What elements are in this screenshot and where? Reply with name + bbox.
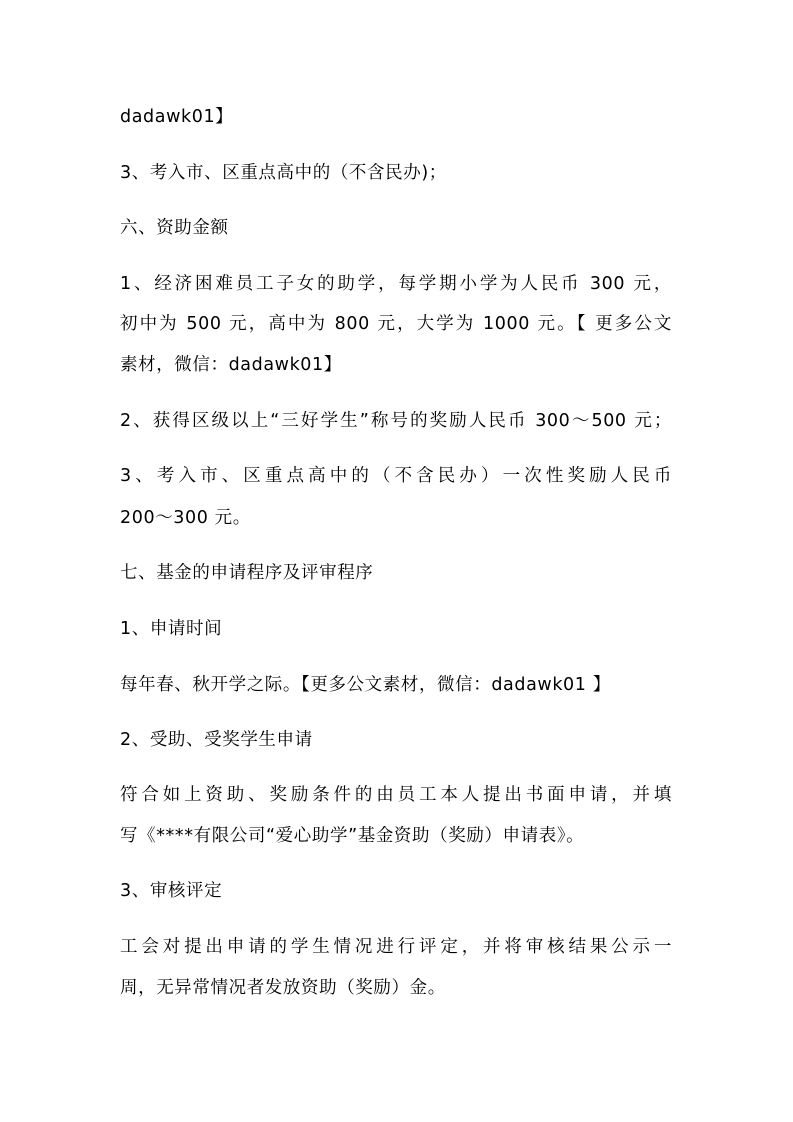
section-heading: 六、资助金额: [120, 218, 229, 238]
text-line: 2、获得区级以上“三好学生”称号的奖励人民币 300～500 元；: [120, 411, 672, 431]
text-line: 周，无异常情况者发放资助（奖励）金。: [120, 978, 446, 998]
text-line: 每年春、秋开学之际。【更多公文素材，微信：dadawk01 】: [120, 675, 611, 695]
text-line: 工会对提出申请的学生情况进行评定，并将审核结果公示一: [120, 937, 672, 957]
text-line: 符合如上资助、奖励条件的由员工本人提出书面申请，并填: [120, 785, 672, 805]
text-line: 3、考入市、区重点高中的（不含民办)；: [120, 163, 447, 183]
text-line: 写《****有限公司“爱心助学”基金资助（奖励）申请表》。: [120, 826, 585, 846]
subsection-heading: 3、审核评定: [120, 881, 223, 901]
section-heading: 七、基金的申请程序及评审程序: [120, 563, 374, 583]
text-line: 1、经济困难员工子女的助学，每学期小学为人民币 300 元，: [120, 274, 672, 294]
subsection-heading: 2、受助、受奖学生申请: [120, 730, 313, 750]
text-line: dadawk01】: [120, 107, 234, 127]
subsection-heading: 1、申请时间: [120, 619, 223, 639]
text-line: 3、考入市、区重点高中的（不含民办）一次性奖励人民币: [120, 466, 672, 486]
text-line: 素材，微信：dadawk01】: [120, 355, 342, 375]
text-line: 初中为 500 元，高中为 800 元，大学为 1000 元。【 更多公文: [120, 314, 672, 334]
text-line: 200～300 元。: [120, 508, 251, 528]
